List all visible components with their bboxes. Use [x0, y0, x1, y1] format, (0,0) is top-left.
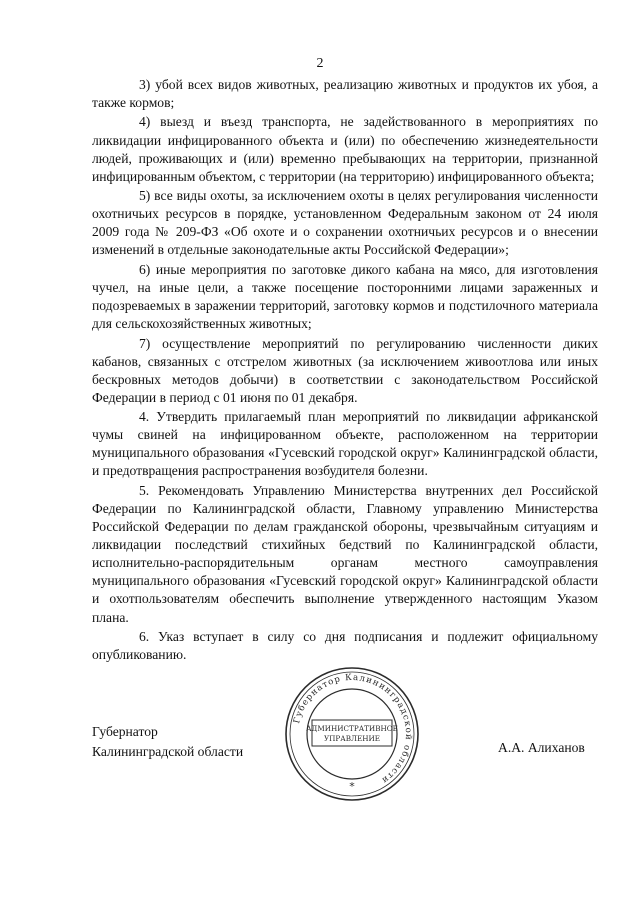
- seal-ring-text: Губернатор Калининградской области: [292, 672, 414, 786]
- signatory-title: [92, 722, 243, 762]
- paragraph-item-3: 3) убой всех видов животных, реализацию животных и продуктов их убоя, а также кормов;: [92, 77, 598, 111]
- seal-star-icon: *: [349, 780, 355, 793]
- signatory-name: А.А. Алиханов: [498, 740, 585, 755]
- paragraph-item-5: 5) все виды охоты, за исключением охоты в целях регулирования численности охотничьих ресурсов в порядке, установленном Федеральным законом от 24 июля 2009 года № 209-ФЗ «Об охоте и о сохранении охотничьих ресурсов и о внесении изменений в отдельные законодательные акты Российской Федерации»;: [92, 188, 598, 258]
- paragraph-clause-4: 4. Утвердить прилагаемый план мероприятий по ликвидации африканской чумы свиней на инфицированном объекте, расположенном на территории муниципального образования «Гусевский городской округ» Калининградской области, и предотвращения распространения возбудителя болезни.: [92, 409, 598, 479]
- signatory-title-line2: Калининградской области: [92, 744, 244, 759]
- paragraph-item-6: 6) иные мероприятия по заготовке дикого кабана на мясо, для изготовления чучел, на иные цели, а также посещение посторонними лицами зараженных и подозреваемых в заражении территорий, заготовку кормов и подстилочного материала для сельскохозяйственных животных;: [92, 261, 598, 332]
- paragraph-item-4: 4) выезд и въезд транспорта, не задействованного в мероприятиях по ликвидации инфицированного объекта и (или) по обеспечению жизнедеятельности людей, проживающих и (или) временно пребывающих на территории, признанной инфицированным объектом, с территории (на территорию) инфицированного объекта;: [92, 114, 598, 184]
- official-seal: [282, 664, 422, 804]
- paragraph-clause-5: 5. Рекомендовать Управлению Министерства внутренних дел Российской Федерации по Калининградской области, Главному управлению Министерства Российской Федерации по делам гражданской обороны, чрезвычайным ситуациям и ликвидации последствий стихийных бедствий по Калининградской области, исполнительно-распорядительным органам местного самоуправления муниципального образования «Гусевский городской округ» Калининградской области и охотпользователям обеспечить выполнение утвержденного настоящим Указом плана.: [92, 482, 598, 625]
- seal-center-line1: АДМИНИСТРАТИВНОЕ: [306, 724, 398, 733]
- seal-center-line2: УПРАВЛЕНИЕ: [323, 734, 381, 743]
- seal-stamp-graphic: [282, 664, 422, 804]
- page-number: 2: [316, 56, 324, 71]
- signatory-title-line1: Губернатор: [92, 724, 158, 739]
- paragraph-clause-6: 6. Указ вступает в силу со дня подписания и подлежит официальному опубликованию.: [92, 628, 598, 662]
- body-text: [92, 76, 598, 665]
- paragraph-item-7: 7) осуществление мероприятий по регулированию численности диких кабанов, связанных с отстрелом животных (за исключением живоотлова или иных бескровных методов добычи) в соответствии с законодательством Российской Федерации в период с 01 июня по 01 декабря.: [92, 335, 598, 405]
